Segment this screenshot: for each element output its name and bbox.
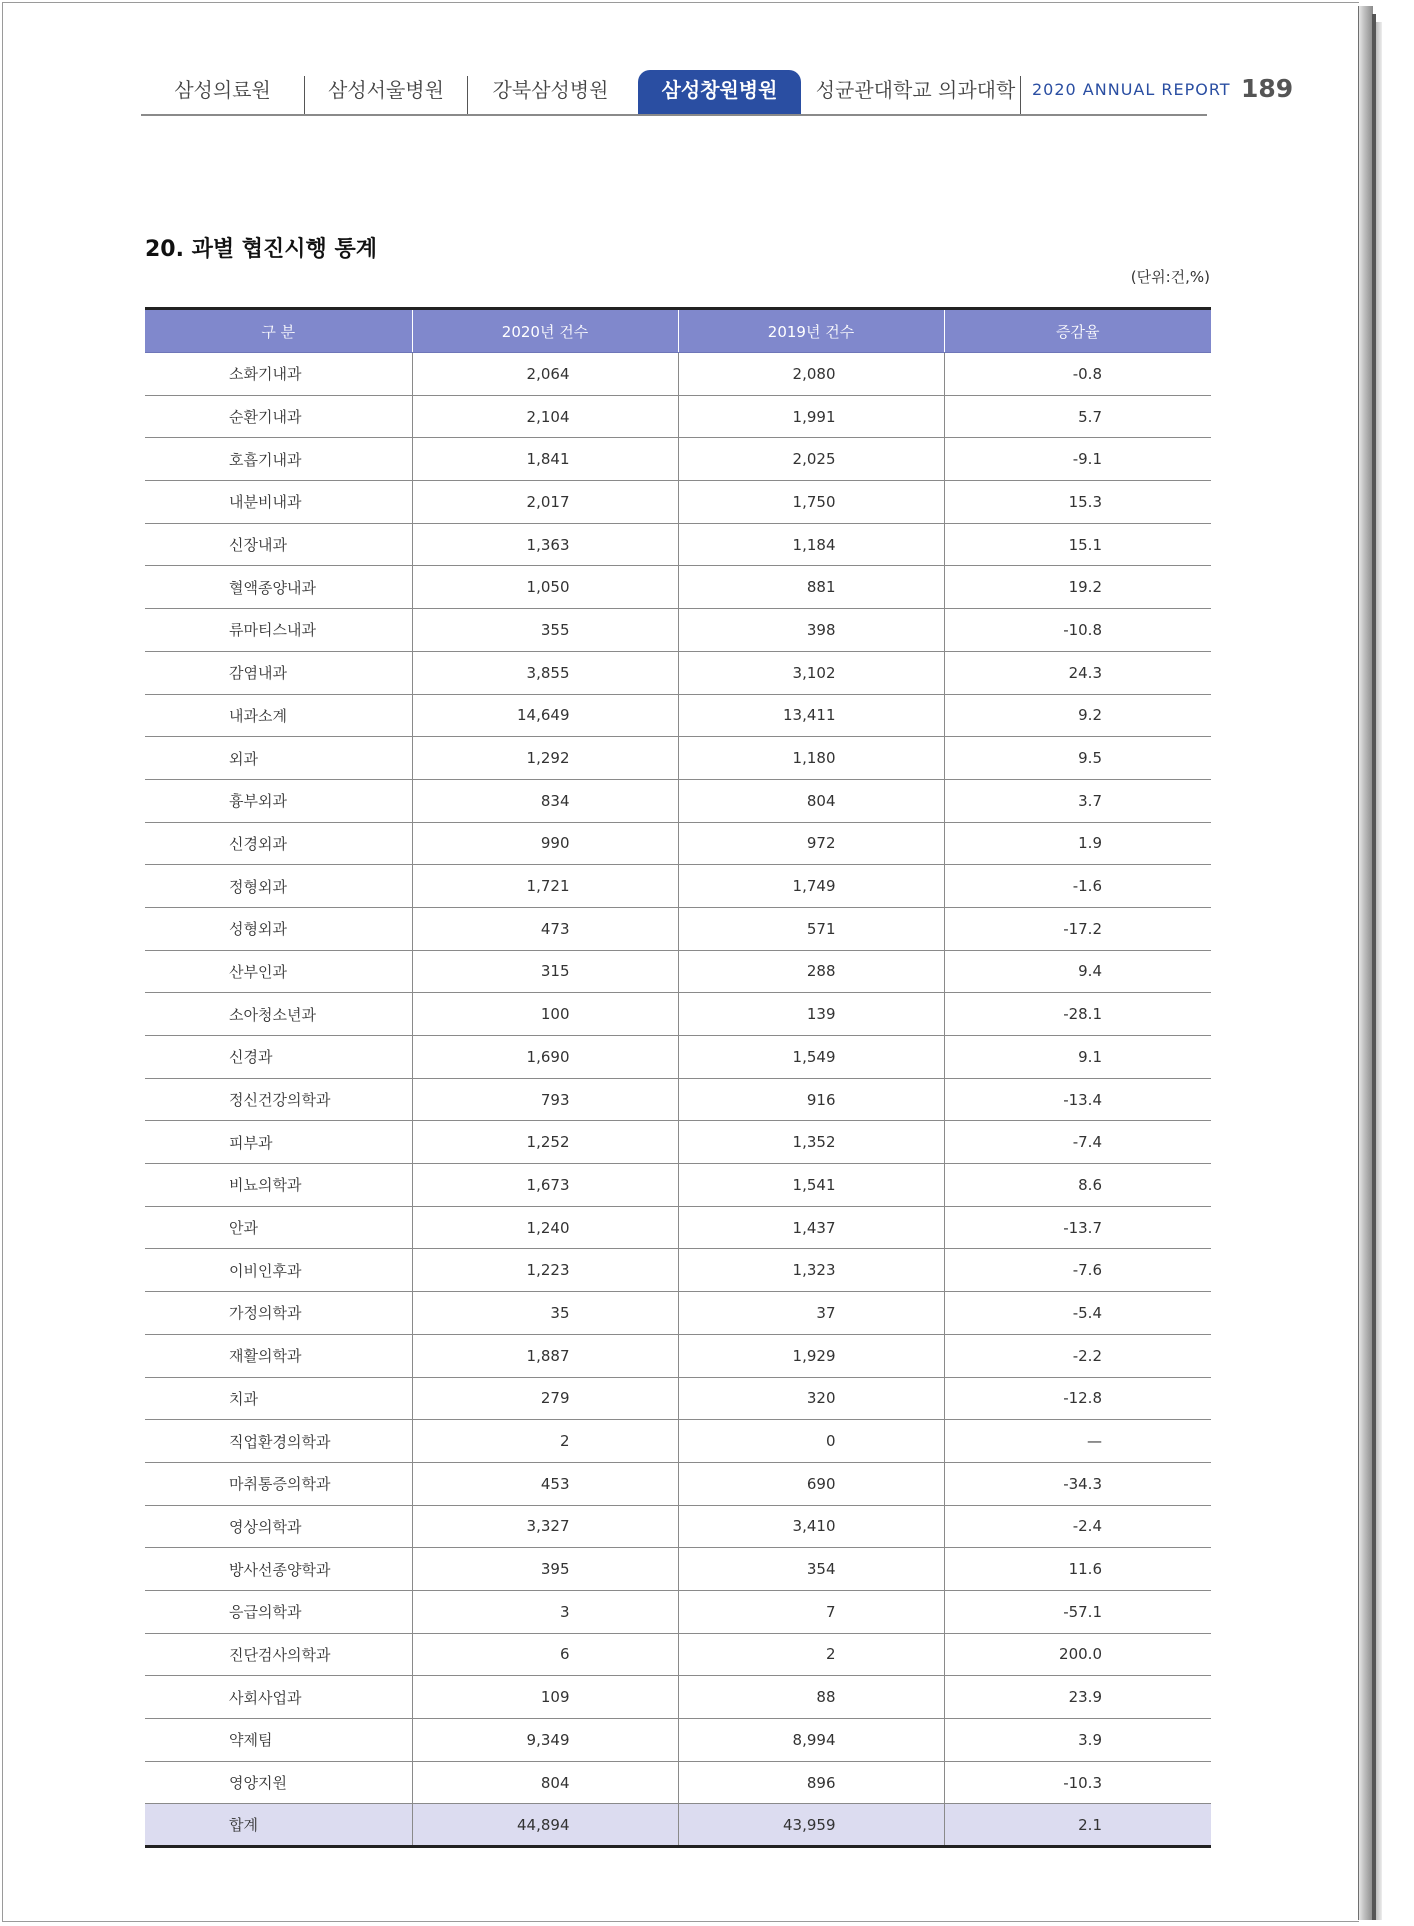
table-row: [145, 523, 1211, 566]
cell-count-2019: 7: [678, 1590, 944, 1633]
cell-department: 소화기내과: [145, 353, 412, 396]
column-header-2019: 2019년 건수: [678, 309, 944, 353]
cell-count-2019: 1,549: [678, 1036, 944, 1079]
cell-department: 영양지원: [145, 1761, 412, 1804]
table-row: [145, 566, 1211, 609]
cell-change-rate: -10.3: [944, 1761, 1211, 1804]
cell-count-2019: 0: [678, 1420, 944, 1463]
cell-change-rate: -2.4: [944, 1505, 1211, 1548]
cell-count-2020: 14,649: [412, 694, 678, 737]
cell-change-rate: -7.4: [944, 1121, 1211, 1164]
cell-count-2020: 1,292: [412, 737, 678, 780]
cell-count-2020: 1,841: [412, 438, 678, 481]
table-row: [145, 1334, 1211, 1377]
table-row: [145, 609, 1211, 652]
cell-count-2019: 804: [678, 779, 944, 822]
cell-department: 방사선종양학과: [145, 1548, 412, 1591]
page-shadow: [1376, 22, 1382, 1920]
page-number: 189: [1241, 74, 1294, 103]
cell-count-2019: 1,750: [678, 481, 944, 524]
table-row: [145, 1676, 1211, 1719]
cell-count-2020: 3,855: [412, 651, 678, 694]
cell-count-2019: 139: [678, 993, 944, 1036]
cell-change-rate: 19.2: [944, 566, 1211, 609]
cell-count-2020: 3: [412, 1590, 678, 1633]
cell-count-2019: 1,437: [678, 1206, 944, 1249]
table-row: [145, 1078, 1211, 1121]
cell-count-2020: 1,673: [412, 1164, 678, 1207]
cell-count-2019: 1,352: [678, 1121, 944, 1164]
cell-change-rate: -13.4: [944, 1078, 1211, 1121]
cell-change-rate: -9.1: [944, 438, 1211, 481]
cell-department: 사회사업과: [145, 1676, 412, 1719]
table-row: [145, 779, 1211, 822]
cell-count-2020: 2,064: [412, 353, 678, 396]
table-row: [145, 1505, 1211, 1548]
section-title: 20. 과별 협진시행 통계: [145, 237, 377, 262]
cell-department: 신장내과: [145, 523, 412, 566]
table-row: [145, 1548, 1211, 1591]
cell-count-2019: 2,025: [678, 438, 944, 481]
cell-count-2020: 473: [412, 907, 678, 950]
cell-count-2020: 355: [412, 609, 678, 652]
cell-count-2019: 896: [678, 1761, 944, 1804]
cell-count-2019: 916: [678, 1078, 944, 1121]
cell-count-2019: 288: [678, 950, 944, 993]
table-row: [145, 481, 1211, 524]
cell-count-2019: 354: [678, 1548, 944, 1591]
table-row: [145, 1206, 1211, 1249]
cell-count-2019: 1,749: [678, 865, 944, 908]
cell-change-rate: -10.8: [944, 609, 1211, 652]
cell-department: 감염내과: [145, 651, 412, 694]
cell-count-2019: 3,410: [678, 1505, 944, 1548]
cell-change-rate: -57.1: [944, 1590, 1211, 1633]
tab-samsung-medical-center[interactable]: 삼성의료원: [174, 78, 271, 102]
cell-count-2020: 6: [412, 1633, 678, 1676]
cell-department: 응급의학과: [145, 1590, 412, 1633]
cell-department: 피부과: [145, 1121, 412, 1164]
cell-count-2019: 2: [678, 1633, 944, 1676]
cell-department: 산부인과: [145, 950, 412, 993]
cell-department: 진단검사의학과: [145, 1633, 412, 1676]
cell-count-2019: 1,184: [678, 523, 944, 566]
table-row: [145, 651, 1211, 694]
table-row: [145, 865, 1211, 908]
cell-count-2019: 881: [678, 566, 944, 609]
cell-change-rate: 15.1: [944, 523, 1211, 566]
cell-change-rate: 5.7: [944, 395, 1211, 438]
consultation-stats-table: [145, 307, 1211, 1848]
table-row: [145, 950, 1211, 993]
cell-count-2019: 88: [678, 1676, 944, 1719]
cell-count-2019: 320: [678, 1377, 944, 1420]
cell-count-2020: 2,104: [412, 395, 678, 438]
cell-change-rate: 3.9: [944, 1719, 1211, 1762]
table-row: [145, 1462, 1211, 1505]
cell-count-2019: 398: [678, 609, 944, 652]
cell-count-2019: 690: [678, 1462, 944, 1505]
cell-count-2019: 1,180: [678, 737, 944, 780]
table-row: [145, 1121, 1211, 1164]
cell-change-rate: 24.3: [944, 651, 1211, 694]
cell-department: 직업환경의학과: [145, 1420, 412, 1463]
cell-change-rate: 9.2: [944, 694, 1211, 737]
table-body: [145, 353, 1211, 1847]
cell-change-rate: -28.1: [944, 993, 1211, 1036]
cell-department: 안과: [145, 1206, 412, 1249]
cell-department: 순환기내과: [145, 395, 412, 438]
cell-count-2020: 834: [412, 779, 678, 822]
tab-skku-medicine[interactable]: 성균관대학교 의과대학: [815, 78, 1016, 102]
cell-count-2020: 44,894: [412, 1804, 678, 1847]
cell-department: 이비인후과: [145, 1249, 412, 1292]
table-total-row: [145, 1804, 1211, 1847]
cell-change-rate: -0.8: [944, 353, 1211, 396]
cell-department: 약제팀: [145, 1719, 412, 1762]
cell-count-2020: 804: [412, 1761, 678, 1804]
cell-count-2019: 37: [678, 1292, 944, 1335]
cell-change-rate: 11.6: [944, 1548, 1211, 1591]
cell-department: 소아청소년과: [145, 993, 412, 1036]
cell-change-rate: 8.6: [944, 1164, 1211, 1207]
page-edge: [1358, 6, 1373, 1920]
table-row: [145, 353, 1211, 396]
unit-note: (단위:건,%): [1130, 268, 1210, 286]
cell-change-rate: 2.1: [944, 1804, 1211, 1847]
tab-samsung-seoul-hospital[interactable]: 삼성서울병원: [328, 78, 444, 102]
cell-count-2019: 13,411: [678, 694, 944, 737]
table-row: [145, 438, 1211, 481]
table-row: [145, 1761, 1211, 1804]
table-row: [145, 1420, 1211, 1463]
cell-change-rate: -34.3: [944, 1462, 1211, 1505]
cell-change-rate: -12.8: [944, 1377, 1211, 1420]
column-header-2020: 2020년 건수: [412, 309, 678, 353]
report-label: 2020 ANNUAL REPORT: [1032, 80, 1231, 99]
table-row: [145, 993, 1211, 1036]
cell-change-rate: -17.2: [944, 907, 1211, 950]
cell-count-2020: 35: [412, 1292, 678, 1335]
cell-count-2019: 972: [678, 822, 944, 865]
cell-department: 호흡기내과: [145, 438, 412, 481]
table-row: [145, 395, 1211, 438]
cell-department: 영상의학과: [145, 1505, 412, 1548]
table-row: [145, 1719, 1211, 1762]
cell-department: 혈액종양내과: [145, 566, 412, 609]
cell-department: 합계: [145, 1804, 412, 1847]
tab-divider: [1020, 76, 1021, 114]
cell-count-2020: 1,223: [412, 1249, 678, 1292]
cell-count-2020: 9,349: [412, 1719, 678, 1762]
table-row: [145, 1590, 1211, 1633]
cell-count-2020: 990: [412, 822, 678, 865]
table-row: [145, 1292, 1211, 1335]
cell-count-2019: 571: [678, 907, 944, 950]
cell-change-rate: 9.5: [944, 737, 1211, 780]
cell-change-rate: -7.6: [944, 1249, 1211, 1292]
cell-department: 비뇨의학과: [145, 1164, 412, 1207]
cell-count-2020: 453: [412, 1462, 678, 1505]
cell-count-2020: 315: [412, 950, 678, 993]
table-row: [145, 1377, 1211, 1420]
cell-count-2020: 1,721: [412, 865, 678, 908]
cell-department: 재활의학과: [145, 1334, 412, 1377]
cell-department: 치과: [145, 1377, 412, 1420]
cell-count-2019: 1,929: [678, 1334, 944, 1377]
cell-change-rate: -5.4: [944, 1292, 1211, 1335]
cell-change-rate: 9.1: [944, 1036, 1211, 1079]
table-row: [145, 694, 1211, 737]
cell-department: 성형외과: [145, 907, 412, 950]
cell-count-2020: 1,240: [412, 1206, 678, 1249]
cell-count-2020: 1,690: [412, 1036, 678, 1079]
cell-count-2020: 2: [412, 1420, 678, 1463]
cell-change-rate: -1.6: [944, 865, 1211, 908]
cell-count-2019: 1,991: [678, 395, 944, 438]
cell-department: 내분비내과: [145, 481, 412, 524]
cell-department: 내과소계: [145, 694, 412, 737]
cell-change-rate: -13.7: [944, 1206, 1211, 1249]
cell-department: 신경외과: [145, 822, 412, 865]
cell-change-rate: -2.2: [944, 1334, 1211, 1377]
cell-change-rate: 15.3: [944, 481, 1211, 524]
table-row: [145, 1633, 1211, 1676]
table-row: [145, 737, 1211, 780]
table-row: [145, 1249, 1211, 1292]
cell-change-rate: 1.9: [944, 822, 1211, 865]
tab-kangbuk-samsung-hospital[interactable]: 강북삼성병원: [492, 78, 609, 102]
cell-department: 정신건강의학과: [145, 1078, 412, 1121]
cell-change-rate: —: [944, 1420, 1211, 1463]
cell-department: 류마티스내과: [145, 609, 412, 652]
cell-change-rate: 3.7: [944, 779, 1211, 822]
cell-count-2020: 2,017: [412, 481, 678, 524]
tab-samsung-changwon-hospital[interactable]: 삼성창원병원: [638, 70, 801, 114]
table-row: [145, 1164, 1211, 1207]
cell-count-2020: 279: [412, 1377, 678, 1420]
cell-count-2020: 395: [412, 1548, 678, 1591]
cell-department: 정형외과: [145, 865, 412, 908]
cell-count-2020: 1,887: [412, 1334, 678, 1377]
cell-count-2020: 3,327: [412, 1505, 678, 1548]
cell-change-rate: 9.4: [944, 950, 1211, 993]
cell-count-2020: 1,252: [412, 1121, 678, 1164]
cell-count-2019: 1,541: [678, 1164, 944, 1207]
column-header-change-rate: 증감율: [944, 309, 1211, 353]
table-header-row: [145, 309, 1211, 353]
cell-count-2019: 3,102: [678, 651, 944, 694]
cell-count-2020: 100: [412, 993, 678, 1036]
cell-count-2019: 2,080: [678, 353, 944, 396]
cell-count-2020: 1,363: [412, 523, 678, 566]
cell-count-2019: 8,994: [678, 1719, 944, 1762]
cell-department: 가정의학과: [145, 1292, 412, 1335]
column-header-category: 구 분: [145, 309, 412, 353]
cell-department: 외과: [145, 737, 412, 780]
cell-count-2019: 1,323: [678, 1249, 944, 1292]
cell-department: 신경과: [145, 1036, 412, 1079]
cell-change-rate: 200.0: [944, 1633, 1211, 1676]
cell-count-2020: 109: [412, 1676, 678, 1719]
cell-count-2019: 43,959: [678, 1804, 944, 1847]
table-row: [145, 822, 1211, 865]
cell-change-rate: 23.9: [944, 1676, 1211, 1719]
cell-department: 마취통증의학과: [145, 1462, 412, 1505]
table-row: [145, 907, 1211, 950]
cell-department: 흉부외과: [145, 779, 412, 822]
cell-count-2020: 1,050: [412, 566, 678, 609]
table-row: [145, 1036, 1211, 1079]
cell-count-2020: 793: [412, 1078, 678, 1121]
